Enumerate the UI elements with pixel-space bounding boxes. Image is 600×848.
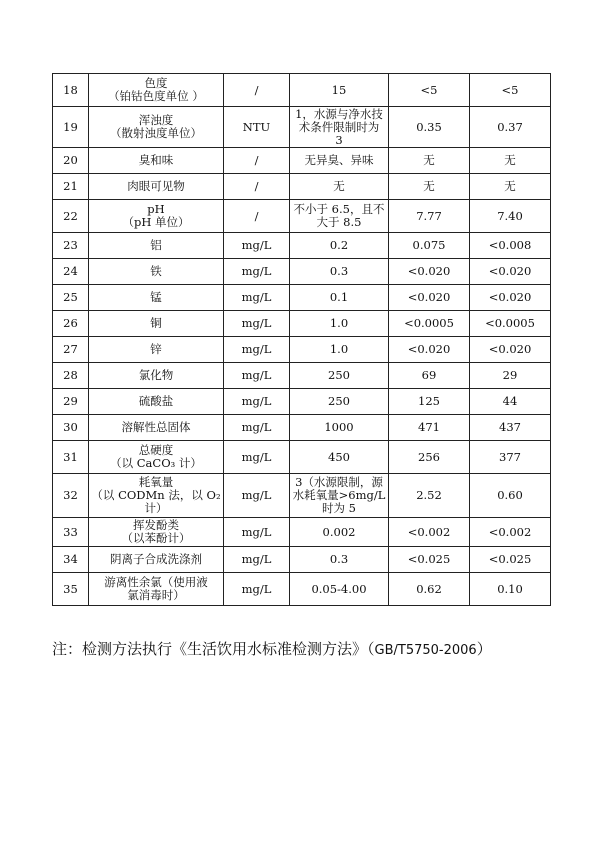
row-number: 33 (53, 518, 89, 547)
result-2: <5 (470, 74, 551, 107)
test-item-line: 色度 (144, 76, 168, 90)
limit-value-line: 无异臭、异味 (304, 153, 374, 167)
limit-value-line: 大于 8.5 (316, 215, 362, 229)
unit: mg/L (224, 415, 290, 441)
test-item (89, 259, 224, 285)
result-1: <0.020 (389, 285, 470, 311)
method-note (52, 638, 492, 659)
test-item (89, 148, 224, 174)
row-number: 29 (53, 389, 89, 415)
unit: mg/L (224, 441, 290, 474)
result-1: 0.35 (389, 107, 470, 148)
test-item-line: （以 CODMn 法，以 O₂ (91, 488, 221, 502)
row-number: 30 (53, 415, 89, 441)
test-item (89, 547, 224, 573)
result-1: 2.52 (389, 474, 470, 518)
limit-value (290, 107, 389, 148)
test-item-line: 铝 (150, 238, 162, 252)
table-row (53, 174, 551, 200)
table-row (53, 415, 551, 441)
table-row (53, 474, 551, 518)
test-item (89, 107, 224, 148)
limit-value (290, 148, 389, 174)
limit-value-line: 1，水源与净水技 (295, 106, 383, 121)
test-item (89, 518, 224, 547)
unit: mg/L (224, 573, 290, 606)
result-1: <0.025 (389, 547, 470, 573)
result-2: <0.020 (470, 285, 551, 311)
limit-value-line: 术条件限制时为 (298, 119, 380, 134)
test-item (89, 174, 224, 200)
limit-value-line: 250 (328, 368, 350, 382)
test-results-table (52, 73, 551, 606)
unit: / (224, 148, 290, 174)
limit-value (290, 547, 389, 573)
limit-value (290, 518, 389, 547)
limit-value (290, 573, 389, 606)
result-1: <0.020 (389, 259, 470, 285)
result-1: <0.0005 (389, 311, 470, 337)
result-1: 无 (389, 174, 470, 200)
limit-value (290, 363, 389, 389)
limit-value (290, 311, 389, 337)
limit-value-line: 无 (333, 179, 345, 193)
row-number: 20 (53, 148, 89, 174)
row-number: 34 (53, 547, 89, 573)
result-1: 69 (389, 363, 470, 389)
limit-value (290, 389, 389, 415)
limit-value-line: 3（水源限制，源 (295, 475, 383, 489)
result-2: 0.60 (470, 474, 551, 518)
limit-value-line: 1.0 (329, 316, 349, 330)
result-1: 125 (389, 389, 470, 415)
test-item-line: 肉眼可见物 (127, 179, 185, 193)
note-suffix: ） (476, 640, 492, 658)
result-2: 29 (470, 363, 551, 389)
unit: mg/L (224, 311, 290, 337)
test-item-line: 总硬度 (138, 443, 174, 457)
table-row (53, 148, 551, 174)
note-prefix: 注：检测方法执行《生活饮用水标准检测方法》（ (52, 640, 375, 658)
result-1: <0.020 (389, 337, 470, 363)
test-item-line: 铜 (150, 316, 162, 330)
test-item (89, 573, 224, 606)
unit: mg/L (224, 389, 290, 415)
test-item-line: （以 CaCO₃ 计） (110, 456, 202, 470)
limit-value-line: 450 (328, 449, 350, 464)
row-number: 28 (53, 363, 89, 389)
limit-value (290, 285, 389, 311)
table-row (53, 200, 551, 233)
result-2: 无 (470, 174, 551, 200)
limit-value-line: 水耗氧量>6mg/L (292, 488, 386, 502)
row-number: 25 (53, 285, 89, 311)
limit-value (290, 337, 389, 363)
result-1: 0.075 (389, 233, 470, 259)
test-item-line: 挥发酚类 (133, 518, 179, 532)
table-row (53, 518, 551, 547)
test-item (89, 74, 224, 107)
table-row (53, 107, 551, 148)
limit-value-line: 0.1 (329, 290, 349, 304)
test-item-line: 铁 (150, 264, 162, 278)
result-2: 377 (470, 441, 551, 474)
table-row (53, 441, 551, 474)
limit-value-line: 0.3 (329, 264, 349, 278)
test-item (89, 441, 224, 474)
limit-value-line: 1.0 (329, 342, 349, 356)
test-item-line: pH (147, 202, 165, 216)
test-item-line: 硫酸盐 (138, 394, 174, 408)
result-2: <0.020 (470, 337, 551, 363)
result-2: <0.025 (470, 547, 551, 573)
unit: mg/L (224, 233, 290, 259)
table-row (53, 573, 551, 606)
row-number: 22 (53, 200, 89, 233)
row-number: 35 (53, 573, 89, 606)
standard-code: GB/T5750-2006 (374, 643, 477, 658)
limit-value-line: 250 (328, 394, 350, 408)
test-item (89, 474, 224, 518)
limit-value-line: 0.3 (329, 552, 349, 566)
limit-value-line: 15 (331, 82, 347, 97)
limit-value-line: 3 (335, 132, 343, 147)
table-row (53, 547, 551, 573)
limit-value (290, 415, 389, 441)
limit-value (290, 259, 389, 285)
table-row (53, 311, 551, 337)
row-number: 27 (53, 337, 89, 363)
test-item-line: 耗氧量 (138, 475, 174, 489)
result-1: 256 (389, 441, 470, 474)
table-row (53, 233, 551, 259)
result-1: 无 (389, 148, 470, 174)
test-item-line: （pH 单位） (122, 215, 190, 229)
test-item (89, 311, 224, 337)
test-item-line: 阴离子合成洗涤剂 (110, 552, 202, 566)
test-item-line: （铂钴色度单位 ） (108, 89, 204, 103)
result-2: 无 (470, 148, 551, 174)
unit: / (224, 74, 290, 107)
test-item (89, 200, 224, 233)
test-item (89, 337, 224, 363)
result-2: <0.008 (470, 233, 551, 259)
limit-value (290, 174, 389, 200)
test-item-line: 锰 (150, 290, 162, 304)
test-item-line: 氯化物 (138, 368, 174, 382)
unit: mg/L (224, 547, 290, 573)
result-2: <0.002 (470, 518, 551, 547)
test-item-line: 氯消毒时） (127, 588, 185, 602)
row-number: 24 (53, 259, 89, 285)
test-item (89, 363, 224, 389)
table-row (53, 389, 551, 415)
result-2: 0.37 (470, 107, 551, 148)
result-2: <0.020 (470, 259, 551, 285)
result-1: 471 (389, 415, 470, 441)
row-number: 18 (53, 74, 89, 107)
result-1: <5 (389, 74, 470, 107)
limit-value (290, 233, 389, 259)
row-number: 21 (53, 174, 89, 200)
unit: mg/L (224, 474, 290, 518)
test-item-line: 溶解性总固体 (121, 420, 191, 434)
limit-value (290, 474, 389, 518)
test-item (89, 233, 224, 259)
table-body (53, 74, 551, 606)
row-number: 31 (53, 441, 89, 474)
test-item (89, 415, 224, 441)
table-row (53, 363, 551, 389)
unit: mg/L (224, 259, 290, 285)
limit-value-line: 时为 5 (322, 501, 356, 515)
test-item-line: 游离性余氯（使用液 (104, 575, 208, 589)
result-1: 7.77 (389, 200, 470, 233)
row-number: 32 (53, 474, 89, 518)
test-item (89, 389, 224, 415)
row-number: 19 (53, 107, 89, 148)
unit: / (224, 174, 290, 200)
test-item-line: 计） (144, 501, 168, 515)
limit-value-line: 0.05-4.00 (311, 581, 367, 596)
result-2: 437 (470, 415, 551, 441)
limit-value-line: 0.002 (322, 524, 356, 539)
test-item-line: 浑浊度 (138, 113, 174, 127)
limit-value (290, 441, 389, 474)
row-number: 26 (53, 311, 89, 337)
unit: NTU (224, 107, 290, 148)
test-item-line: 锌 (150, 342, 162, 356)
unit: / (224, 200, 290, 233)
row-number: 23 (53, 233, 89, 259)
result-1: 0.62 (389, 573, 470, 606)
test-item-line: 臭和味 (138, 153, 174, 167)
result-2: 0.10 (470, 573, 551, 606)
unit: mg/L (224, 285, 290, 311)
limit-value (290, 200, 389, 233)
unit: mg/L (224, 363, 290, 389)
result-2: <0.0005 (470, 311, 551, 337)
limit-value-line: 不小于 6.5，且不 (293, 202, 385, 216)
limit-value-line: 0.2 (329, 238, 349, 252)
table-row (53, 337, 551, 363)
table-row (53, 285, 551, 311)
table-row (53, 259, 551, 285)
unit: mg/L (224, 518, 290, 547)
test-item-line: （散射浊度单位） (110, 126, 202, 140)
result-2: 7.40 (470, 200, 551, 233)
limit-value (290, 74, 389, 107)
test-item (89, 285, 224, 311)
result-2: 44 (470, 389, 551, 415)
limit-value-line: 1000 (324, 420, 354, 434)
result-1: <0.002 (389, 518, 470, 547)
test-item-line: （以苯酚计） (121, 531, 191, 545)
table-row (53, 74, 551, 107)
unit: mg/L (224, 337, 290, 363)
